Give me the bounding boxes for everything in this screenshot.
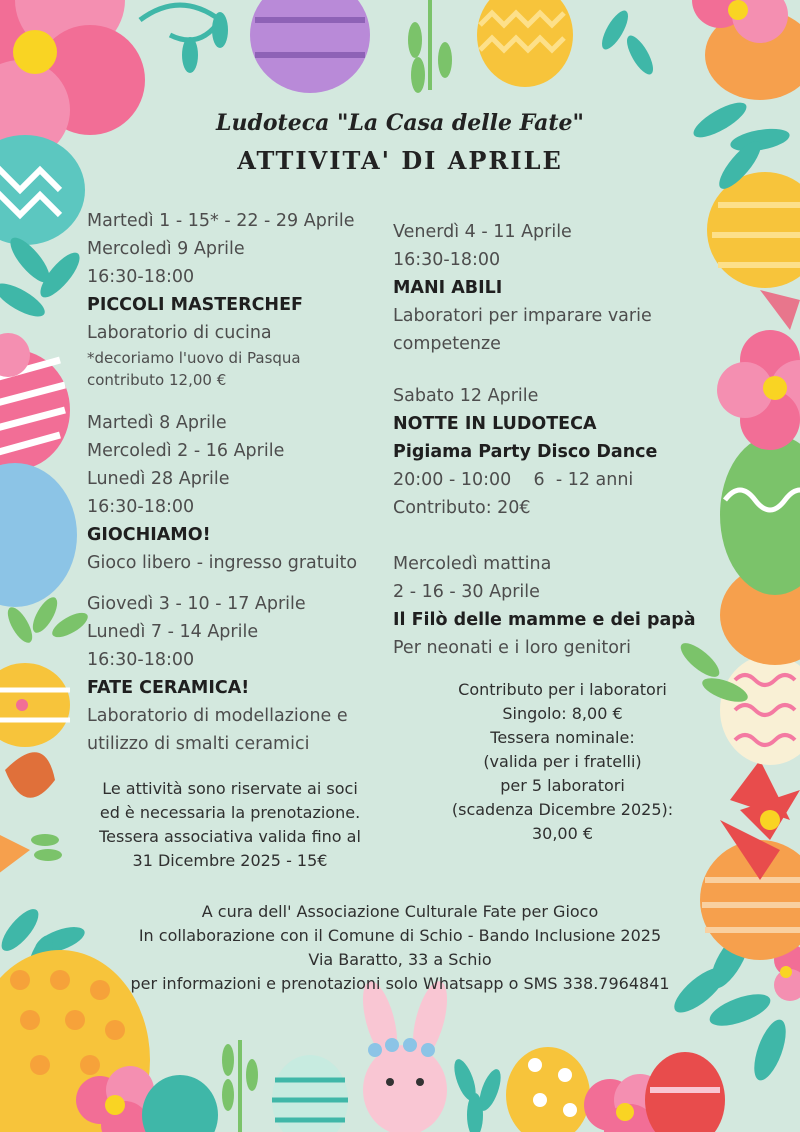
flower-icon [717,330,800,450]
activity-time: 16:30-18:00 [393,250,501,270]
egg-icon [0,463,77,607]
egg-icon [0,663,70,747]
bunny-icon [356,978,454,1132]
activity-giochiamo [87,409,357,577]
activity-description: Laboratorio di cucina [87,323,272,343]
fee-line: (valida per i fratelli) [483,752,642,771]
activity-time: 16:30-18:00 [87,497,195,517]
activity-description: Laboratori per imparare varie [393,306,652,326]
activity-date: Martedì 1 - 15* - 22 - 29 Aprile [87,211,355,231]
activity-name: NOTTE IN LUDOTECA [393,414,597,434]
activity-name: Il Filò delle mamme e dei papà [393,610,696,630]
leaf-icon [0,232,86,323]
activity-subname: Pigiama Party Disco Dance [393,442,658,462]
footer-line: A cura dell' Associazione Culturale Fate per Gioco [201,902,599,921]
activity-date: Martedì 8 Aprile [87,413,227,433]
fees-info [425,678,700,846]
activity-date: 2 - 16 - 30 Aprile [393,582,540,602]
activity-date: Giovedì 3 - 10 - 17 Aprile [87,594,306,614]
egg-icon [250,0,370,93]
activity-time: 16:30-18:00 [87,267,195,287]
activity-filo [393,550,696,662]
activity-name: FATE CERAMICA! [87,678,250,698]
fee-line: Contributo per i laboratori [458,680,667,699]
activity-name: GIOCHIAMO! [87,525,211,545]
egg-icon [142,1075,218,1132]
note-line: Le attività sono riservate ai soci [102,779,358,798]
membership-note [80,777,380,873]
fee-line: Tessera nominale: [490,728,635,747]
activity-note: contributo 12,00 € [87,371,227,389]
poster-title: ATTIVITA' DI APRILE [237,146,563,175]
activity-name: MANI ABILI [393,278,503,298]
footer-info [100,900,700,996]
activity-masterchef [87,207,355,391]
activity-description: competenze [393,334,501,354]
activity-time: 16:30-18:00 [87,650,195,670]
activity-date: Lunedì 7 - 14 Aprile [87,622,259,642]
activity-name: PICCOLI MASTERCHEF [87,295,303,315]
activity-date: Sabato 12 Aprile [393,386,539,406]
egg-icon [720,435,800,595]
egg-icon [720,655,800,765]
activity-date: Lunedì 28 Aprile [87,469,230,489]
activity-date: Mercoledì 2 - 16 Aprile [87,441,285,461]
fee-line: (scadenza Dicembre 2025): [451,800,674,819]
activity-date: Mercoledì 9 Aprile [87,239,245,259]
footer-line: per informazioni e prenotazioni solo Whatsapp o SMS 338.7964841 [130,974,670,993]
footer-line: Via Baratto, 33 a Schio [308,950,492,969]
activity-date: Mercoledì mattina [393,554,552,574]
activity-description: Per neonati e i loro genitori [393,638,631,658]
note-line: Tessera associativa valida fino al [99,827,361,846]
activity-description: utilizzo di smalti ceramici [87,734,310,754]
note-line: ed è necessaria la prenotazione. [99,803,361,822]
activity-mani-abili [393,218,652,358]
activity-date: Venerdì 4 - 11 Aprile [393,222,572,242]
activity-details: 20:00 - 10:00 6 - 12 anni [393,470,634,490]
activity-description: Laboratorio di modellazione e [87,706,348,726]
footer-line: In collaborazione con il Comune di Schio - Bando Inclusione 2025 [138,926,662,945]
activity-details: Contributo: 20€ [393,498,531,518]
fee-line: 30,00 € [531,824,594,843]
activity-ceramica [87,590,348,758]
poster-subtitle: Ludoteca "La Casa delle Fate" [216,110,584,136]
note-line: 31 Dicembre 2025 - 15€ [132,851,328,870]
activity-notte [393,382,657,522]
activity-note: *decoriamo l'uovo di Pasqua [87,349,301,367]
activity-description: Gioco libero - ingresso gratuito [87,553,358,573]
fee-line: Singolo: 8,00 € [502,704,623,723]
egg-icon [506,1047,590,1132]
fee-line: per 5 laboratori [500,776,625,795]
egg-icon [707,172,800,288]
